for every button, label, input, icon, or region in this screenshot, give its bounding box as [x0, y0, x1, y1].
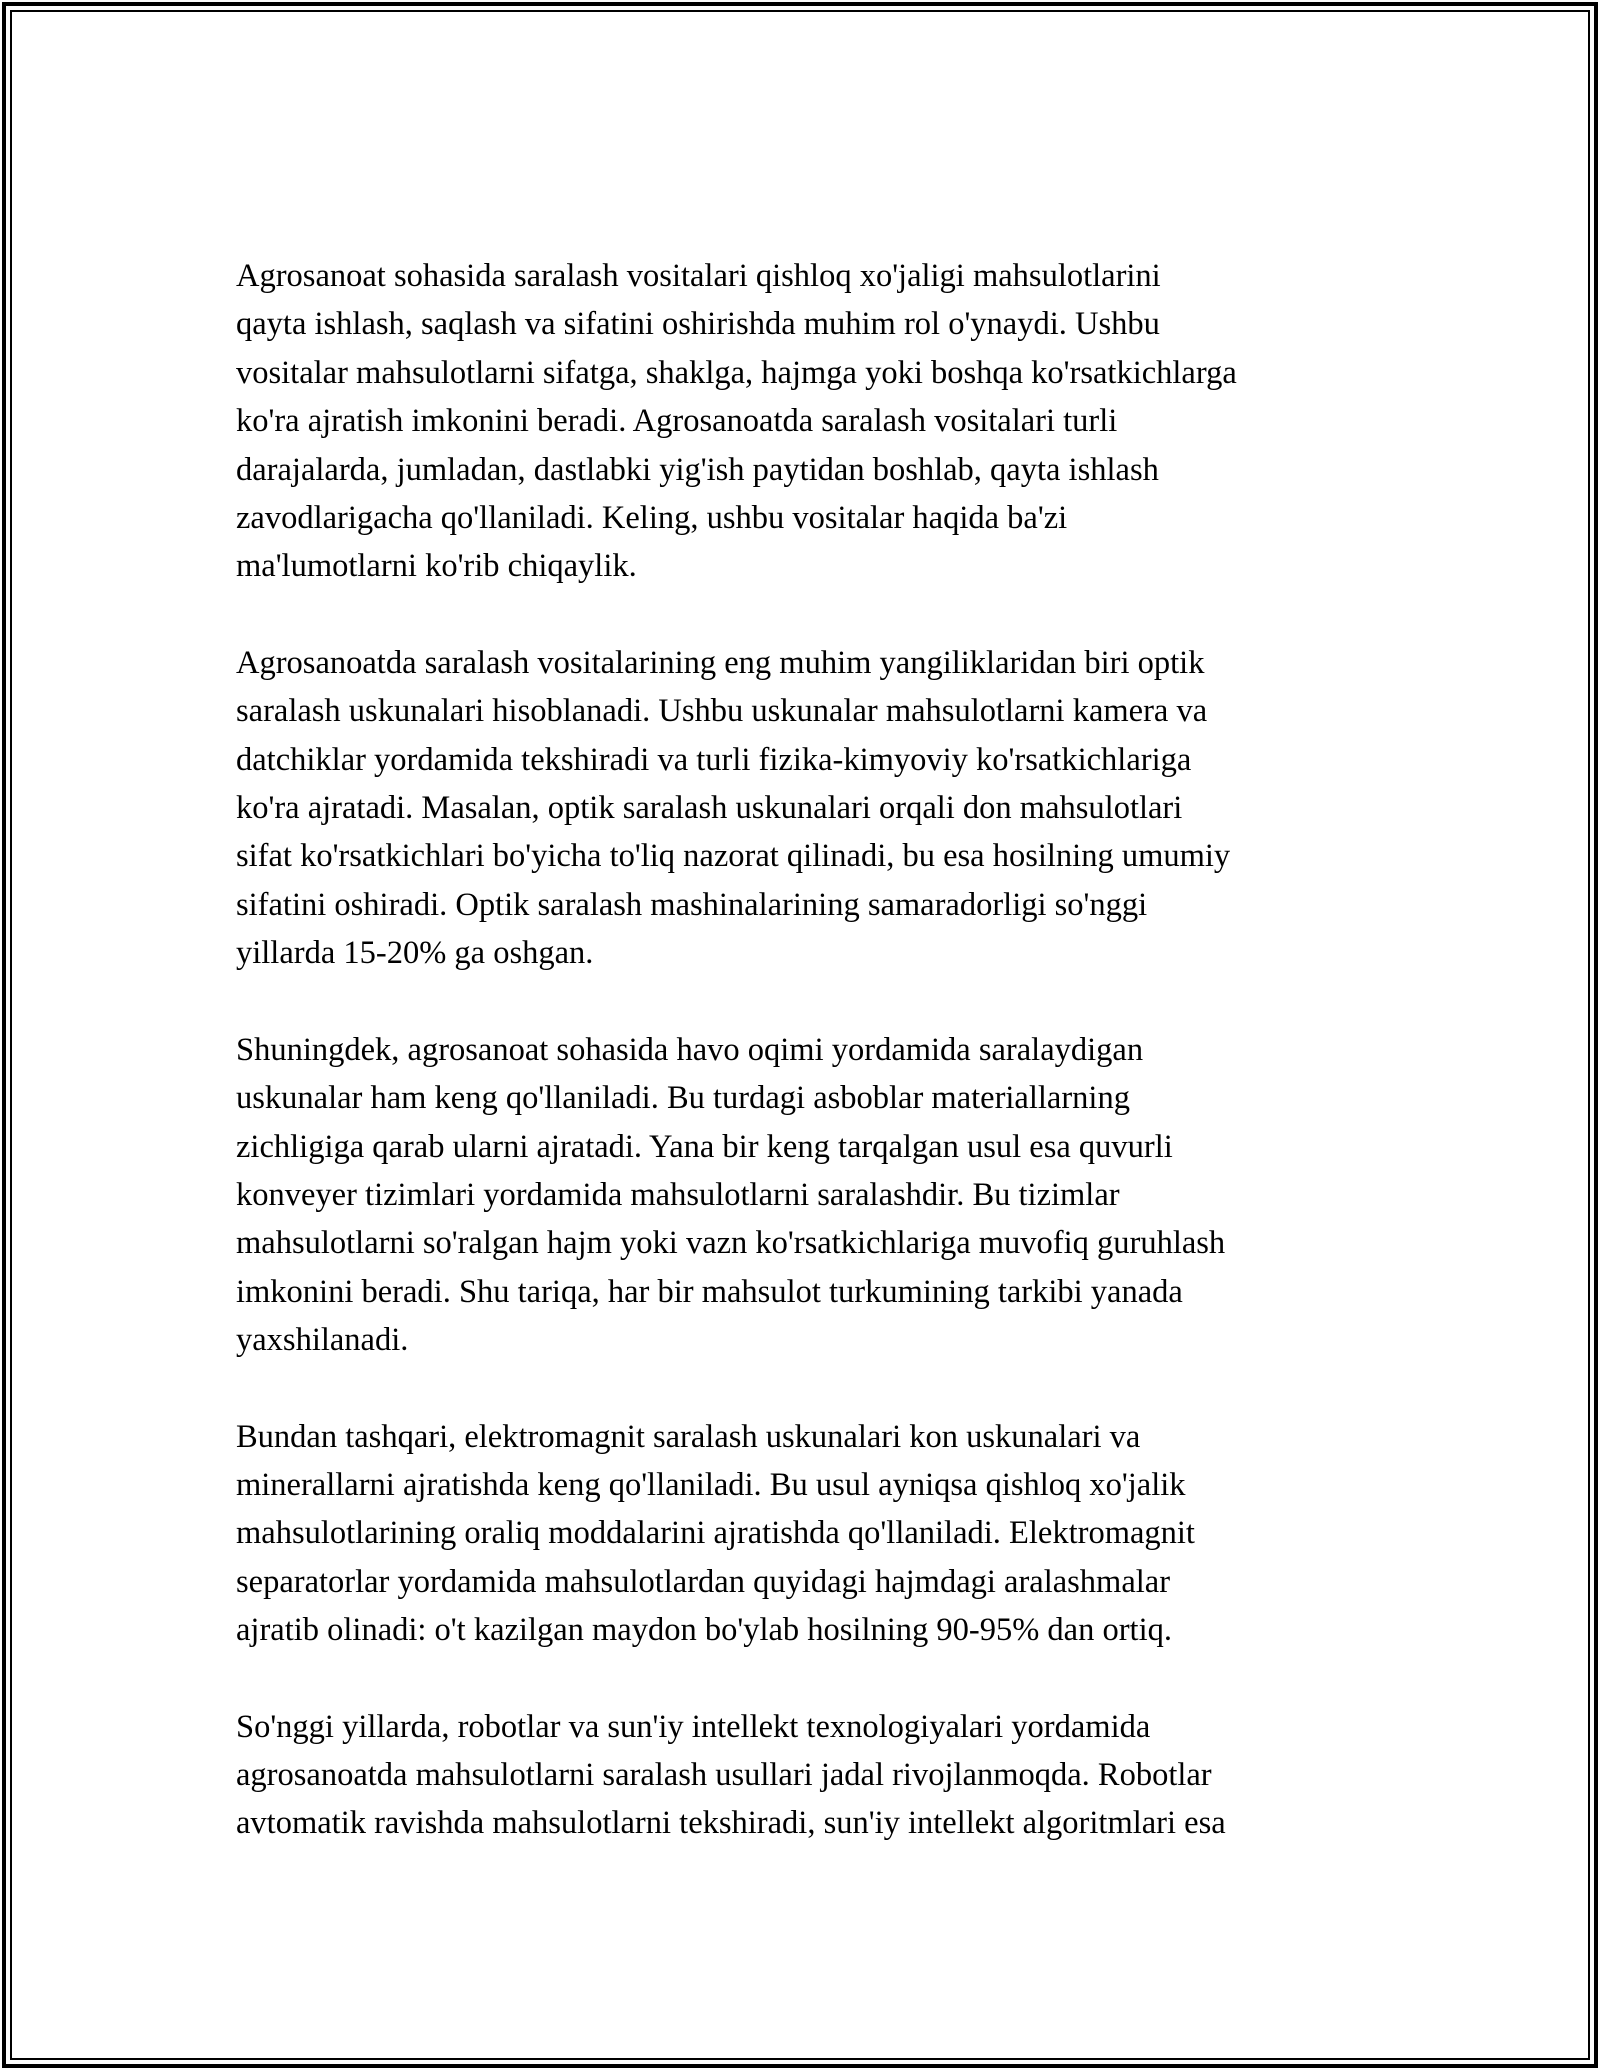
- paragraph-3: Shuningdek, agrosanoat sohasida havo oqimi yordamida saralaydigan uskunalar ham keng qo'llaniladi. Bu turdagi asboblar materiallarning zichligiga qarab ularni ajratadi. Yana bir keng tarqalgan usul esa quvurli konveyer tizimlari yordamida mahsulotlarni saralashdir. Bu tizimlar mahsulotlarni so'ralgan hajm yoki vazn ko'rsatkichlariga muvofiq guruhlash imkonini beradi. Shu tariqa, har bir mahsulot turkumining tarkibi yanada yaxshilanadi.: [236, 1031, 1226, 1359]
- paragraph-4: Bundan tashqari, elektromagnit saralash uskunalari kon uskunalari va minerallarni ajratishda keng qo'llaniladi. Bu usul ayniqsa qishloq xo'jalik mahsulotlarining oraliq moddalarini ajratishda qo'llaniladi. Elektromagnit separatorlar yordamida mahsulotlardan quyidagi hajmdagi aralashmalar ajratib olinadi: o't kazilgan maydon bo'ylab hosilning 90-95% dan ortiq.: [236, 1418, 1195, 1649]
- paragraph-1: Agrosanoat sohasida saralash vositalari qishloq xo'jaligi mahsulotlarini qayta ishlash, saqlash va sifatini oshirishda muhim rol o'ynaydi. Ushbu vositalar mahsulotlarni sifatga, shaklga, hajmga yoki boshqa ko'rsatkichlarga ko'ra ajratish imkonini beradi. Agrosanoatda saralash vositalari turli darajalarda, jumladan, dastlabki yig'ish paytidan boshlab, qayta ishlash zavodlarigacha qo'llaniladi. Keling, ushbu vositalar haqida ba'zi ma'lumotlarni ko'rib chiqaylik.: [236, 258, 1237, 585]
- document-body: [236, 252, 1386, 1896]
- paragraph-2: Agrosanoatda saralash vositalarining eng muhim yangiliklaridan biri optik saralash uskunalari hisoblanadi. Ushbu uskunalar mahsulotlarni kamera va datchiklar yordamida tekshiradi va turli fizika-kimyoviy ko'rsatkichlariga ko'ra ajratadi. Masalan, optik saralash uskunalari orqali don mahsulotlari sifat ko'rsatkichlari bo'yicha to'liq nazorat qilinadi, bu esa hosilning umumiy sifatini oshiradi. Optik saralash mashinalarining samaradorligi so'nggi yillarda 15-20% ga oshgan.: [236, 644, 1231, 972]
- paragraph-5: So'nggi yillarda, robotlar va sun'iy intellekt texnologiyalari yordamida agrosanoatda mahsulotlarni saralash usullari jadal rivojlanmoqda. Robotlar avtomatik ravishda mahsulotlarni tekshiradi, sun'iy intellekt algoritmlari esa: [236, 1708, 1226, 1842]
